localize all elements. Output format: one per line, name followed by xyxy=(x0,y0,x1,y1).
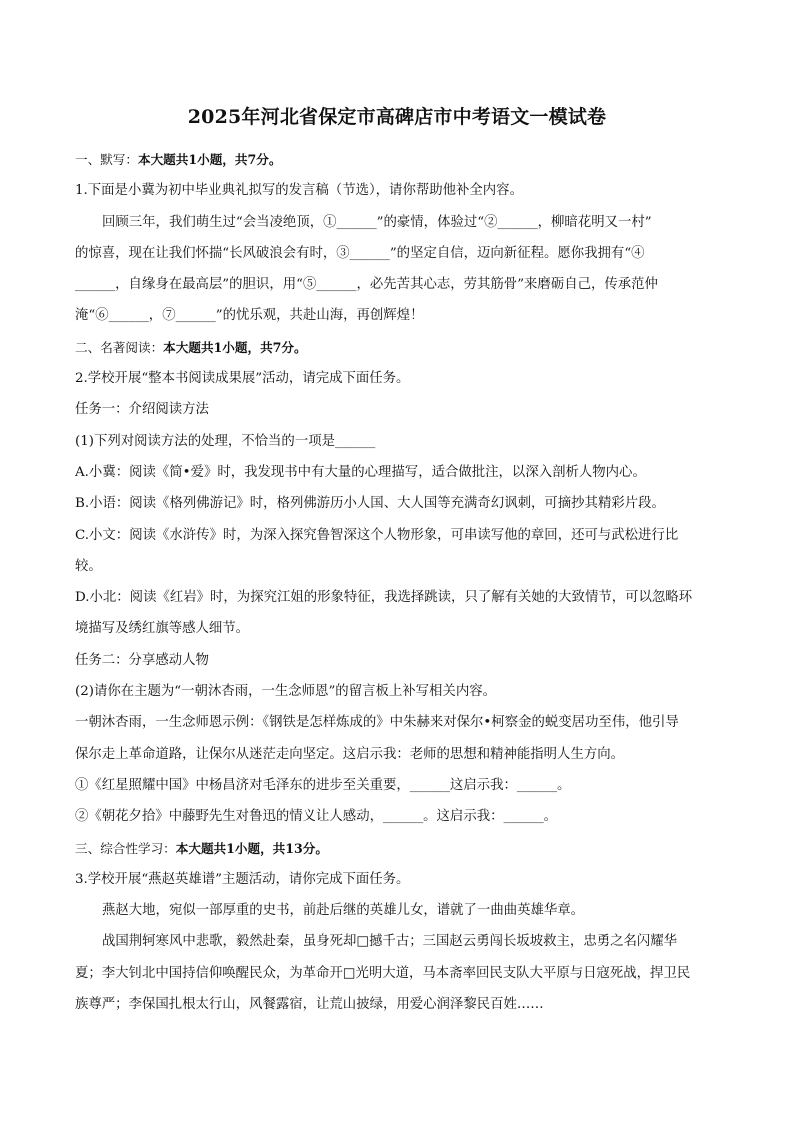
text-line: ①《红星照耀中国》中杨昌济对毛泽东的进步至关重要，______这启示我：______。 xyxy=(75,777,571,793)
text-line: 任务二：分享感动人物 xyxy=(75,652,209,668)
text-line: 境描写及绣红旗等感人细节。 xyxy=(75,621,250,637)
text-line: B.小语：阅读《格列佛游记》时，格列佛游历小人国、大人国等充满奇幻讽刺，可摘抄其精彩片段。 xyxy=(75,496,665,512)
text-line: (2)请你在主题为“一朝沐杏雨，一生念师恩”的留言板上补写相关内容。 xyxy=(75,684,496,700)
text-line: ______，自缘身在最高层”的胆识，用“⑤______，必先苦其心志，劳其筋骨”来磨砺自己，传承范仲 xyxy=(75,277,658,293)
section-score: 本大题共1小题，共7分。 xyxy=(163,339,307,355)
exam-title: 2025年河北省保定市高碑店市中考语文一模试卷 xyxy=(187,106,607,128)
section-heading xyxy=(75,833,721,864)
section-label: 一、默写： xyxy=(75,152,138,167)
section-heading xyxy=(75,332,721,363)
text-line: 保尔走上革命道路，让保尔从迷茫走向坚定。这启示我：老师的思想和精神能指明人生方向。 xyxy=(75,746,625,762)
text-line: 回顾三年，我们萌生过“会当凌绝顶，①______”的豪情，体验过“②______，柳暗花明又一村” xyxy=(102,214,652,230)
text-line: 战国荆轲寒风中悲歌，毅然赴秦，虽身死却□撼千古；三国赵云勇闯长坂坡救主，忠勇之名闪耀华 xyxy=(102,934,678,950)
section-score: 本大题共1小题，共13分。 xyxy=(175,840,328,856)
text-line: C.小文：阅读《水浒传》时，为深入探究鲁智深这个人物形象，可串读写他的章回，还可与武松进行比 xyxy=(75,527,679,543)
text-line: (1)下列对阅读方法的处理，不恰当的一项是______ xyxy=(75,433,376,449)
text-line: 3.学校开展“燕赵英雄谱”主题活动，请你完成下面任务。 xyxy=(75,871,410,887)
text-line: ②《朝花夕拾》中藤野先生对鲁迅的情义让人感动，______。这启示我：______。 xyxy=(75,809,558,825)
text-line: 一朝沐杏雨，一生念师恩示例：《钢铁是怎样炼成的》中朱赫来对保尔•柯察金的蜕变居功至伟，他引导 xyxy=(75,715,679,731)
text-line: A.小冀：阅读《简•爱》时，我发现书中有大量的心理描写，适合做批注，以深入剖析人物内心。 xyxy=(75,464,646,480)
section-score: 本大题共1小题，共7分。 xyxy=(137,152,282,167)
text-line: 夏；李大钊北中国持信仰唤醒民众，为革命开□光明大道，马本斋率回民支队大平原与日寇死战，捍卫民 xyxy=(75,965,691,981)
text-line: 较。 xyxy=(75,558,102,574)
text-line: 淹“⑥______，⑦______”的忧乐观，共赴山海，再创辉煌！ xyxy=(75,308,424,324)
section-heading xyxy=(75,144,721,175)
text-line: 任务一：介绍阅读方法 xyxy=(75,402,209,418)
exam-content xyxy=(75,144,721,1020)
text-line: 族尊严；李保国扎根太行山，风餐露宿，让荒山披绿，用爱心润泽黎民百姓…… xyxy=(75,997,544,1013)
text-line: 燕赵大地，宛似一部厚重的史书，前赴后继的英雄儿女，谱就了一曲曲英雄华章。 xyxy=(102,903,585,919)
text-line: 2.学校开展“整本书阅读成果展”活动，请完成下面任务。 xyxy=(75,371,410,387)
text-line: 1.下面是小冀为初中毕业典礼拟写的发言稿（节选），请你帮助他补全内容。 xyxy=(75,183,523,199)
text-line: D.小北：阅读《红岩》时，为探究江姐的形象特征，我选择跳读，只了解有关她的大致情节，可以忽略环 xyxy=(75,590,693,606)
section-label: 三、综合性学习： xyxy=(75,840,176,856)
text-line: 的惊喜，现在让我们怀揣“长风破浪会有时，③______”的坚定自信，迈向新征程。愿你我拥有“④ xyxy=(75,245,645,261)
section-label: 二、名著阅读： xyxy=(75,339,164,355)
